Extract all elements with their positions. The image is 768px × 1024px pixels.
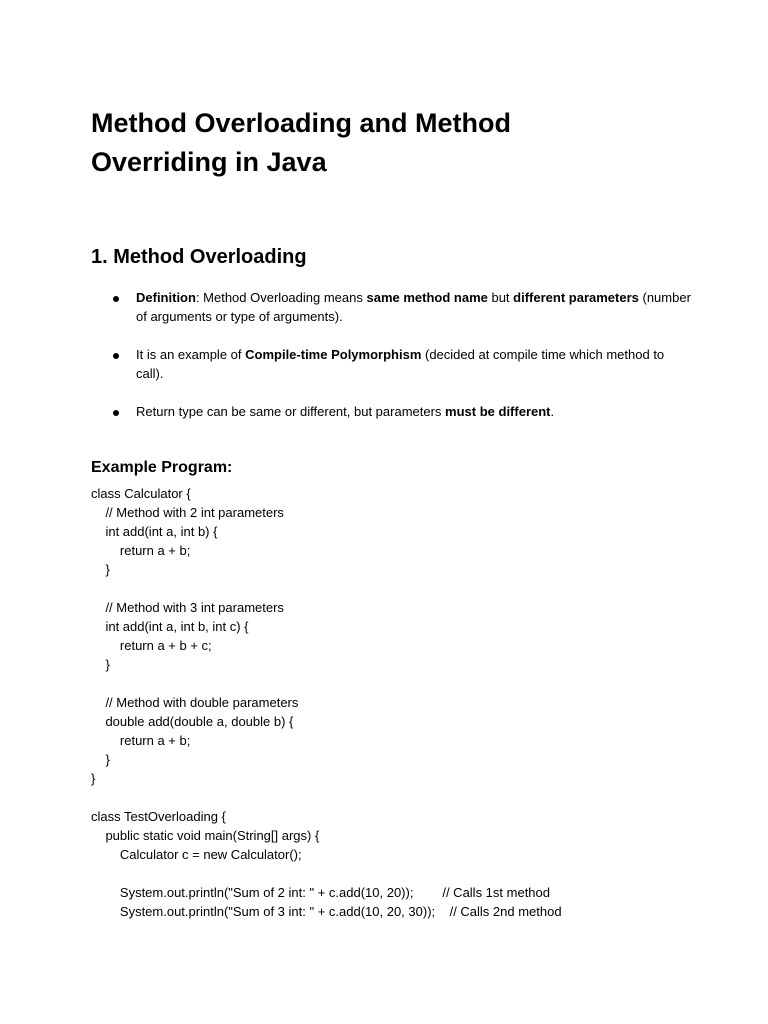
bullet-item	[91, 402, 691, 421]
code-line	[91, 864, 562, 883]
code-line: // Method with double parameters	[91, 695, 299, 710]
bullet-text-bold: Definition	[136, 290, 196, 305]
code-line: class Calculator {	[91, 486, 191, 501]
code-line: return a + b;	[91, 733, 191, 748]
bullet-dot-icon	[113, 410, 119, 416]
bullet-dot-icon	[113, 353, 119, 359]
code-line: // Method with 2 int parameters	[91, 505, 284, 520]
code-line: return a + b;	[91, 543, 191, 558]
page-title: Method Overloading and Method Overriding in Java	[91, 108, 511, 177]
code-line	[91, 579, 562, 598]
code-line: int add(int a, int b) {	[91, 524, 218, 539]
bullet-list	[91, 288, 691, 440]
code-line: System.out.println("Sum of 2 int: " + c.add(10, 20)); // Calls 1st method	[91, 885, 550, 900]
bullet-text: Return type can be same or different, but parameters	[136, 404, 446, 419]
bullet-text: .	[550, 404, 555, 419]
code-line: Calculator c = new Calculator();	[91, 847, 302, 862]
code-line: return a + b + c;	[91, 638, 212, 653]
bullet-item	[91, 345, 691, 383]
section-heading: 1. Method Overloading	[91, 246, 307, 268]
bullet-text: It is an example of	[136, 347, 246, 362]
example-heading: Example Program:	[91, 459, 233, 476]
code-line: class TestOverloading {	[91, 809, 226, 824]
bullet-text-bold: different parameters	[513, 290, 639, 305]
bullet-text-bold: Compile-time Polymorphism	[245, 347, 422, 362]
code-line	[91, 788, 562, 807]
bullet-text: : Method Overloading means	[195, 290, 367, 305]
code-line: System.out.println("Sum of 3 int: " + c.add(10, 20, 30)); // Calls 2nd method	[91, 904, 562, 919]
code-line: }	[91, 752, 110, 767]
bullet-dot-icon	[113, 296, 119, 302]
code-block	[91, 484, 562, 921]
code-line: public static void main(String[] args) {	[91, 828, 320, 843]
bullet-text-bold: same method name	[366, 290, 488, 305]
code-line: double add(double a, double b) {	[91, 714, 294, 729]
code-line: int add(int a, int b, int c) {	[91, 619, 249, 634]
code-line: }	[91, 657, 110, 672]
bullet-item	[91, 288, 691, 326]
bullet-text-bold: must be different	[445, 404, 551, 419]
code-line	[91, 674, 562, 693]
bullet-text: (number of arguments or type of arguments).	[136, 290, 691, 324]
bullet-text: (decided at compile time which method to call).	[136, 347, 665, 381]
code-line: }	[91, 562, 110, 577]
code-line: // Method with 3 int parameters	[91, 600, 284, 615]
bullet-text: but	[487, 290, 514, 305]
code-line: }	[91, 771, 96, 786]
